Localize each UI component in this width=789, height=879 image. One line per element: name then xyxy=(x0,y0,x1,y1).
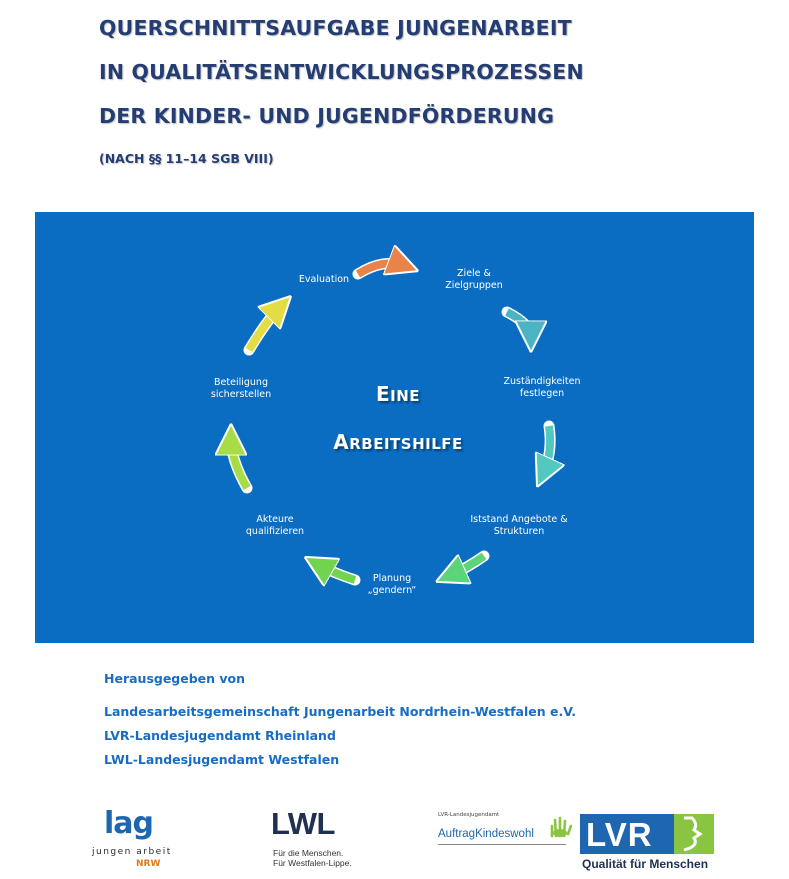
document-title xyxy=(99,12,769,144)
divider xyxy=(438,844,566,845)
lag-logo: lag jungen arbeit NRW xyxy=(92,806,172,869)
auftrag-kindeswohl-logo: LVR-Landesjugendamt AuftragKindeswohl xyxy=(438,812,578,852)
publisher-heading: Herausgegeben von xyxy=(104,671,246,686)
cycle-banner xyxy=(35,212,754,643)
center-title-line-1: EINE xyxy=(375,382,421,406)
publisher-lwl: LWL-Landesjugendamt Westfalen xyxy=(104,752,340,767)
stage-evaluation: Evaluation xyxy=(298,274,350,285)
arrow-evaluation-to-goals xyxy=(358,263,405,274)
stage-goals: Ziele & Zielgruppen xyxy=(445,268,503,291)
lvr-face-icon xyxy=(674,814,714,854)
stage-participation: Beteiligung sicherstellen xyxy=(210,377,272,400)
arrow-responsibilities-to-status xyxy=(543,426,550,474)
document-subtitle: (NACH §§ 11–14 SGB VIII) xyxy=(99,151,274,166)
stage-actors: Akteure qualifizieren xyxy=(245,514,305,537)
arrow-participation-to-evaluation xyxy=(249,306,281,350)
arrow-goals-to-responsibilities xyxy=(507,312,531,338)
lwl-logo: LWL Für die Menschen. Für Westfalen-Lippe. xyxy=(271,806,352,868)
hand-icon xyxy=(546,814,572,838)
stage-status: Iststand Angebote & Strukturen xyxy=(470,514,568,537)
title-line-3: DER KINDER- UND JUGENDFÖRDERUNG xyxy=(99,104,555,128)
publisher-lvr: LVR-Landesjugendamt Rheinland xyxy=(104,728,336,743)
stage-planning: Planung „gendern“ xyxy=(367,573,417,596)
lvr-logo: LVR Qualität für Menschen xyxy=(580,814,716,876)
stage-responsibilities: Zuständigkeiten festlegen xyxy=(503,376,581,399)
title-line-1: QUERSCHNITTSAUFGABE JUNGENARBEIT xyxy=(99,16,572,40)
publisher-lag: Landesarbeitsgemeinschaft Jungenarbeit Nordrhein-Westfalen e.V. xyxy=(104,704,577,719)
title-line-2: IN QUALITÄTSENTWICKLUNGSPROZESSEN xyxy=(99,60,584,84)
center-title-line-2: ARBEITSHILFE xyxy=(333,430,463,454)
arrow-actors-to-participation xyxy=(231,438,247,488)
